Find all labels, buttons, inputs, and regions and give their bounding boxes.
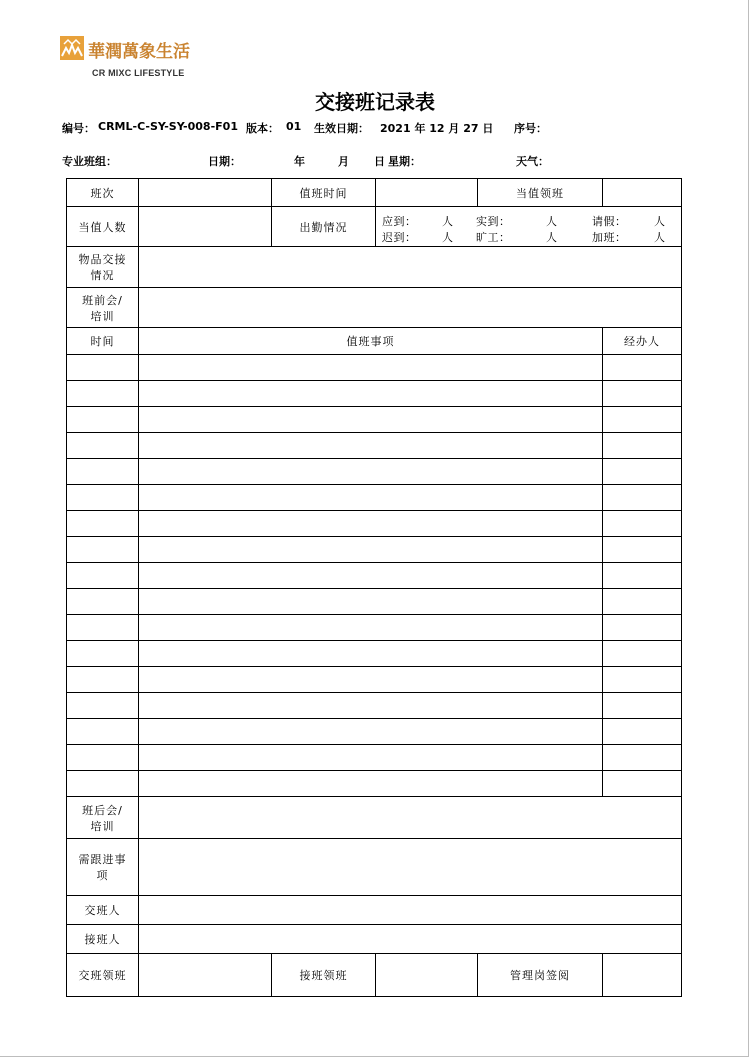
shift-label: 班次 <box>67 179 139 207</box>
log-item-cell[interactable] <box>139 459 603 485</box>
log-item-cell[interactable] <box>139 537 603 563</box>
shift-time-cell[interactable] <box>376 179 478 207</box>
pre-meeting-cell[interactable] <box>139 288 682 328</box>
log-item-cell[interactable] <box>139 771 603 797</box>
duty-count-label: 当值人数 <box>67 207 139 247</box>
log-time-cell[interactable] <box>67 485 139 511</box>
att-actual-label: 实到： <box>476 214 511 228</box>
follow-up-label: 需跟进事 项 <box>67 839 139 896</box>
weekday-label: 星期： <box>388 155 421 168</box>
attendance-grid <box>376 210 681 244</box>
log-time-cell[interactable] <box>67 537 139 563</box>
att-overtime-label: 加班： <box>592 230 627 244</box>
weather-label: 天气： <box>516 155 549 168</box>
log-time-cell[interactable] <box>67 719 139 745</box>
receiver-person-cell[interactable] <box>139 925 682 954</box>
manager-review-label: 管理岗签阅 <box>478 954 603 997</box>
logo-english-text: CR MIXC LIFESTYLE <box>92 68 185 78</box>
code-label: 编号： <box>62 122 95 135</box>
handover-leader-label: 交班领班 <box>67 954 139 997</box>
log-time-cell[interactable] <box>67 589 139 615</box>
day-label: 日 <box>374 155 385 168</box>
duty-count-cell[interactable] <box>139 207 272 247</box>
log-handler-cell[interactable] <box>603 589 682 615</box>
pre-meeting-label: 班前会/ 培训 <box>67 288 139 328</box>
log-item-cell[interactable] <box>139 693 603 719</box>
log-handler-cell[interactable] <box>603 511 682 537</box>
att-should-label: 应到： <box>382 214 417 228</box>
receiver-leader-cell[interactable] <box>376 954 478 997</box>
post-meeting-label: 班后会/ 培训 <box>67 797 139 839</box>
receiver-leader-label: 接班领班 <box>272 954 376 997</box>
attendance-cell[interactable] <box>376 207 682 247</box>
log-handler-cell[interactable] <box>603 355 682 381</box>
month-label: 月 <box>338 155 349 168</box>
shift-cell[interactable] <box>139 179 272 207</box>
handover-person-label: 交班人 <box>67 896 139 925</box>
version-value: 01 <box>286 120 302 133</box>
log-handler-cell[interactable] <box>603 667 682 693</box>
log-item-cell[interactable] <box>139 511 603 537</box>
att-unit: 人 <box>654 230 666 244</box>
log-time-cell[interactable] <box>67 563 139 589</box>
duty-items-header: 值班事项 <box>139 328 603 355</box>
handover-leader-cell[interactable] <box>139 954 272 997</box>
log-time-cell[interactable] <box>67 459 139 485</box>
effective-date-value: 2021 年 12 月 27 日 <box>380 122 494 135</box>
year-label: 年 <box>294 155 305 168</box>
follow-up-cell[interactable] <box>139 839 682 896</box>
att-unit: 人 <box>654 214 666 228</box>
log-handler-cell[interactable] <box>603 693 682 719</box>
log-item-cell[interactable] <box>139 433 603 459</box>
manager-review-cell[interactable] <box>603 954 682 997</box>
log-item-cell[interactable] <box>139 589 603 615</box>
att-late-label: 迟到： <box>382 230 417 244</box>
attendance-label: 出勤情况 <box>272 207 376 247</box>
log-handler-cell[interactable] <box>603 771 682 797</box>
log-handler-cell[interactable] <box>603 407 682 433</box>
team-label: 专业班组： <box>62 155 117 168</box>
log-time-cell[interactable] <box>67 693 139 719</box>
log-time-cell[interactable] <box>67 641 139 667</box>
log-item-cell[interactable] <box>139 719 603 745</box>
log-item-cell[interactable] <box>139 407 603 433</box>
log-handler-cell[interactable] <box>603 381 682 407</box>
log-time-cell[interactable] <box>67 381 139 407</box>
log-handler-cell[interactable] <box>603 615 682 641</box>
log-handler-cell[interactable] <box>603 641 682 667</box>
receiver-person-label: 接班人 <box>67 925 139 954</box>
att-unit: 人 <box>546 230 558 244</box>
log-handler-cell[interactable] <box>603 537 682 563</box>
version-label: 版本： <box>246 122 279 135</box>
log-time-cell[interactable] <box>67 355 139 381</box>
log-time-cell[interactable] <box>67 407 139 433</box>
log-item-cell[interactable] <box>139 615 603 641</box>
log-item-cell[interactable] <box>139 667 603 693</box>
log-item-cell[interactable] <box>139 381 603 407</box>
items-handover-label: 物品交接 情况 <box>67 247 139 288</box>
log-handler-cell[interactable] <box>603 433 682 459</box>
logo-mark-icon <box>60 36 84 60</box>
log-time-cell[interactable] <box>67 511 139 537</box>
att-unit: 人 <box>546 214 558 228</box>
handover-record-table <box>66 178 682 997</box>
log-handler-cell[interactable] <box>603 745 682 771</box>
code-value: CRML-C-SY-SY-008-F01 <box>98 120 238 133</box>
log-time-cell[interactable] <box>67 667 139 693</box>
duty-leader-cell[interactable] <box>603 179 682 207</box>
att-unit: 人 <box>442 230 454 244</box>
logo-chinese-text: 華潤萬象生活 <box>88 42 190 62</box>
log-time-cell[interactable] <box>67 745 139 771</box>
time-header: 时间 <box>67 328 139 355</box>
att-unit: 人 <box>442 214 454 228</box>
att-leave-label: 请假： <box>592 214 627 228</box>
handover-person-cell[interactable] <box>139 896 682 925</box>
date-label: 日期： <box>208 155 241 168</box>
items-handover-cell[interactable] <box>139 247 682 288</box>
duty-leader-label: 当值领班 <box>478 179 603 207</box>
log-time-cell[interactable] <box>67 433 139 459</box>
log-handler-cell[interactable] <box>603 719 682 745</box>
log-handler-cell[interactable] <box>603 485 682 511</box>
log-item-cell[interactable] <box>139 563 603 589</box>
log-time-cell[interactable] <box>67 771 139 797</box>
serial-label: 序号： <box>514 122 547 135</box>
post-meeting-cell[interactable] <box>139 797 682 839</box>
log-item-cell[interactable] <box>139 745 603 771</box>
log-handler-cell[interactable] <box>603 459 682 485</box>
log-handler-cell[interactable] <box>603 563 682 589</box>
effective-date-label: 生效日期： <box>314 122 369 135</box>
att-absent-label: 旷工： <box>476 230 511 244</box>
log-item-cell[interactable] <box>139 641 603 667</box>
log-item-cell[interactable] <box>139 355 603 381</box>
log-item-cell[interactable] <box>139 485 603 511</box>
log-time-cell[interactable] <box>67 615 139 641</box>
shift-time-label: 值班时间 <box>272 179 376 207</box>
page-title: 交接班记录表 <box>315 90 435 114</box>
handler-header: 经办人 <box>603 328 682 355</box>
